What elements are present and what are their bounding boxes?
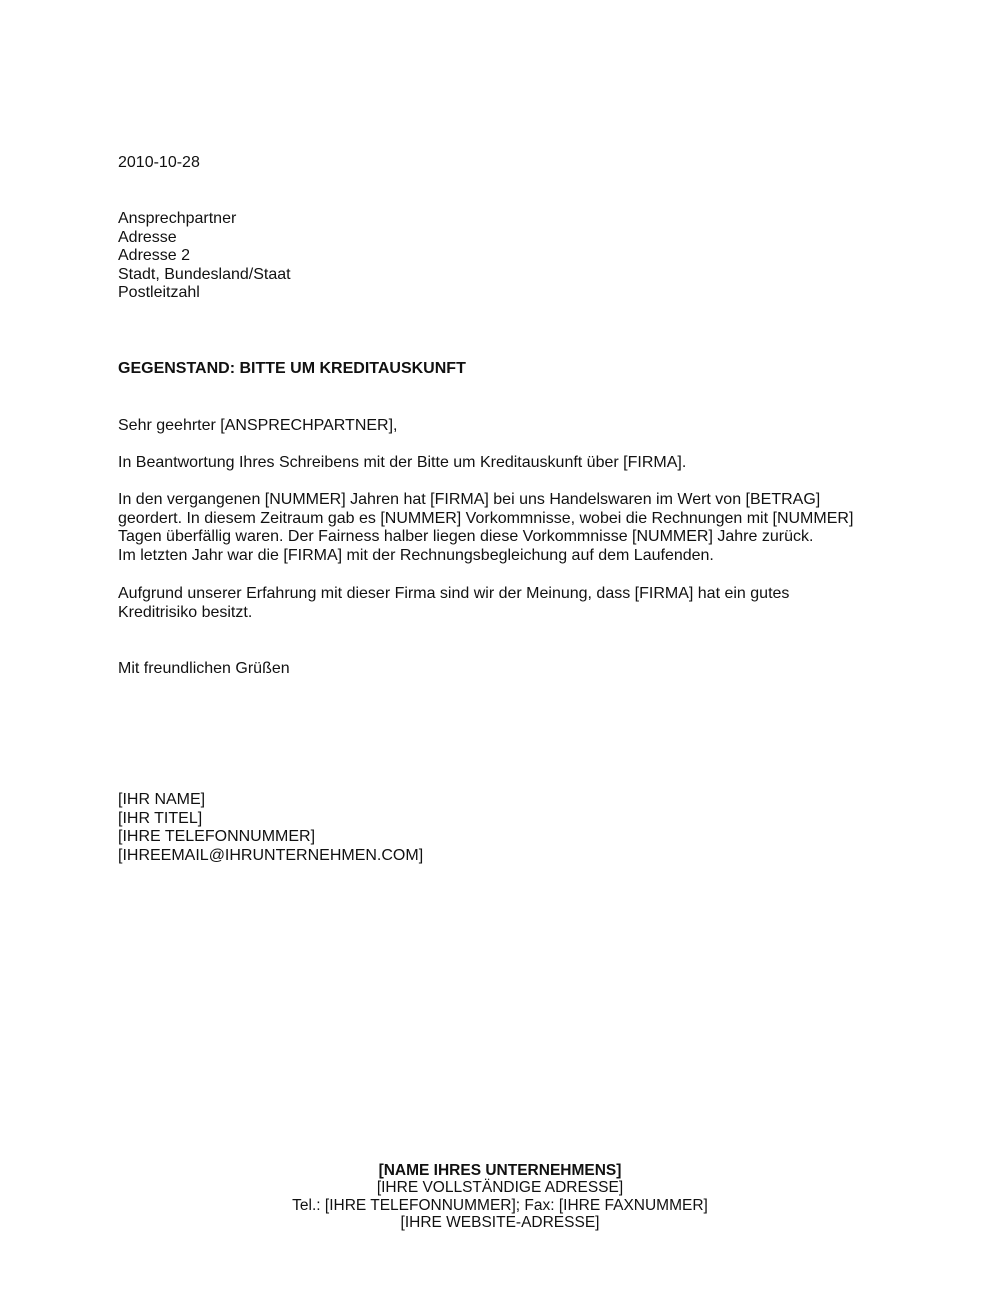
letter-date-block (118, 154, 898, 173)
paragraph-line: geordert. In diesem Zeitraum gab es [NUMMER] Vorkommnisse, wobei die Rechnungen mit [NUMMER] (118, 509, 854, 527)
signer-title: [IHR TITEL] (118, 809, 203, 827)
paragraph-line: In Beantwortung Ihres Schreibens mit der Bitte um Kreditauskunft über [FIRMA]. (118, 454, 687, 471)
subject-line: GEGENSTAND: BITTE UM KREDITAUSKUNFT (118, 360, 466, 377)
letter-date: 2010-10-28 (118, 154, 200, 171)
salutation: Sehr geehrter [ANSPRECHPARTNER], (118, 417, 398, 434)
salutation-block (118, 417, 898, 436)
recipient-address-line-2: Adresse 2 (118, 247, 191, 265)
paragraph-line: Aufgrund unserer Erfahrung mit dieser Firma sind wir der Meinung, dass [FIRMA] hat ein gutes (118, 585, 790, 602)
recipient-city-state: Stadt, Bundesland/Staat (118, 265, 291, 283)
recipient-address (118, 210, 898, 303)
body-paragraph-1 (118, 454, 898, 473)
paragraph-line: Im letzten Jahr war die [FIRMA] mit der Rechnungsbegleichung auf dem Laufenden. (118, 546, 714, 564)
subject-line-block (118, 360, 898, 379)
signature-block (118, 791, 898, 865)
paragraph-line: Kreditrisiko besitzt. (118, 603, 253, 621)
footer-company-name: [NAME IHRES UNTERNEHMENS] (378, 1162, 622, 1179)
footer-address: [IHRE VOLLSTÄNDIGE ADRESSE] (376, 1179, 624, 1197)
company-footer (0, 1162, 1000, 1232)
signer-phone: [IHRE TELEFONNUMMER] (118, 828, 316, 846)
paragraph-line: Tagen überfällig waren. Der Fairness halber liegen diese Vorkommnisse [NUMMER] Jahre zurück. (118, 528, 814, 546)
closing: Mit freundlichen Grüßen (118, 660, 290, 677)
body-paragraph-2 (118, 491, 898, 565)
footer-contact: Tel.: [IHRE TELEFONNUMMER]; Fax: [IHRE FAXNUMMER] (292, 1196, 708, 1214)
signer-email: [IHREEMAIL@IHRUNTERNEHMEN.COM] (118, 846, 424, 864)
footer-website: [IHRE WEBSITE-ADRESSE] (400, 1214, 600, 1232)
recipient-address-line-1: Adresse (118, 228, 177, 246)
paragraph-line: In den vergangenen [NUMMER] Jahren hat [FIRMA] bei uns Handelswaren im Wert von [BETRAG] (118, 491, 821, 508)
recipient-postal-code: Postleitzahl (118, 284, 200, 302)
body-paragraph-3 (118, 585, 898, 622)
closing-block (118, 660, 898, 679)
recipient-contact: Ansprechpartner (118, 210, 237, 227)
signer-name: [IHR NAME] (118, 791, 206, 808)
